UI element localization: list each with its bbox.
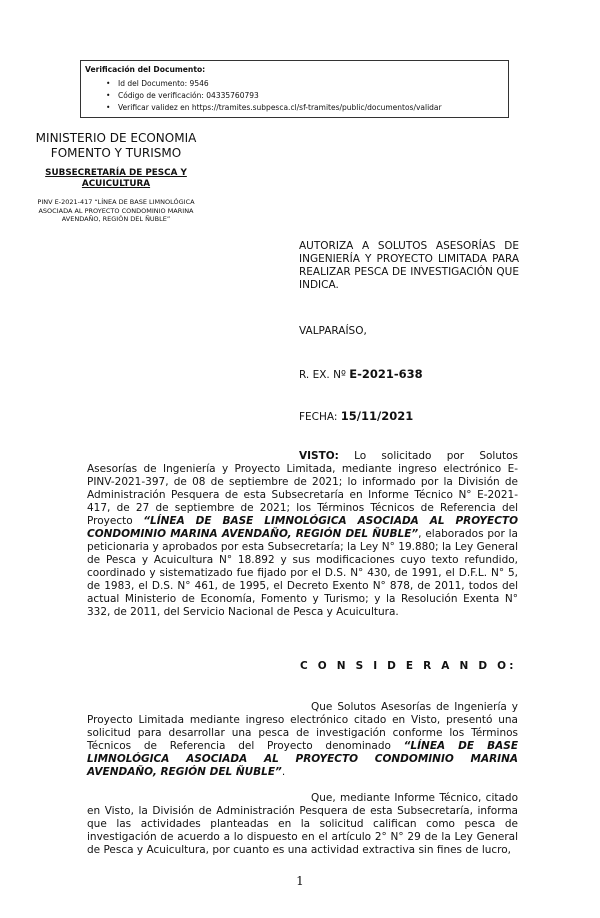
resolution-number-label: R. EX. Nº bbox=[299, 369, 346, 381]
verification-list bbox=[81, 78, 508, 114]
resolution-number bbox=[299, 367, 423, 381]
resolution-date-value: 15/11/2021 bbox=[340, 409, 414, 423]
resolution-title: AUTORIZA A SOLUTOS ASESORÍAS DE INGENIERÍA Y PROYECTO LIMITADA PARA REALIZAR PESCA DE INVESTIGACIÓN QUE INDICA. bbox=[299, 240, 519, 291]
resolution-date-label: FECHA: bbox=[299, 411, 338, 423]
visto-label: VISTO: bbox=[299, 450, 339, 462]
bullet-icon: • bbox=[106, 103, 111, 112]
considerando-paragraph-2: Que, mediante Informe Técnico, citado en Visto, la División de Administración Pesquera de esta Subsecretaría, informa que las actividades planteadas en la solicitud califican como pesca de investigación de acuerdo a lo dispuesto en el artículo 2° N° 29 de la Ley General de Pesca y Acuicultura, por cuanto es una actividad extractiva sin fines de lucro, bbox=[87, 792, 518, 856]
verification-box bbox=[80, 60, 509, 118]
considerando-paragraph-1: Que Solutos Asesorías de Ingeniería y Proyecto Limitada mediante ingreso electrónico citado en Visto, presentó una solicitud para desarrollar una pesca de investigación conforme los Términos Técnicos de Referencia del Proyecto denominado “LÍNEA DE BASE LIMNOLÓGICA ASOCIADA AL PROYECTO CONDOMINIO MARINA AVENDAÑO, REGIÓN DEL ÑUBLE”. bbox=[87, 701, 518, 778]
project-name: “LÍNEA DE BASE LIMNOLÓGICA ASOCIADA AL PROYECTO CONDOMINIO MARINA AVENDAÑO, REGIÓN DEL ÑUBLE” bbox=[87, 515, 518, 540]
bullet-icon: • bbox=[106, 79, 111, 88]
verification-item-id: • Id del Documento: 9546 bbox=[106, 79, 209, 88]
subsecretaria-name: SUBSECRETARÍA DE PESCA Y ACUICULTURA bbox=[45, 168, 187, 189]
considerando-title: C O N S I D E R A N D O: bbox=[300, 660, 517, 672]
place: VALPARAÍSO, bbox=[299, 325, 367, 337]
verification-item-url: • Verificar validez en https://tramites.subpesca.cl/sf-tramites/public/documentos/validar bbox=[106, 103, 442, 112]
resolution-number-value: E-2021-638 bbox=[349, 367, 423, 381]
visto-paragraph: VISTO: Lo solicitado por Solutos Asesorías de Ingeniería y Proyecto Limitada, mediante ingreso electrónico E-PINV-2021-397, de 08 de septiembre de 2021; lo informado por la División de Administración Pesquera de esta Subsecretaría en Informe Técnico N° E-2021-417, de 27 de septiembre de 2021; los Términos Técnicos de Referencia del Proyecto “LÍNEA DE BASE LIMNOLÓGICA ASOCIADA AL PROYECTO CONDOMINIO MARINA AVENDAÑO, REGIÓN DEL ÑUBLE”, elaborados por la peticionaria y aprobados por esta Subsecretaría; la Ley N° 19.880; la Ley General de Pesca y Acuicultura N° 18.892 y sus modificaciones cuyo texto refundido, coordinado y sistematizado fue fijado por el D.S. N° 430, de 1991, el D.F.L. N° 5, de 1983, el D.S. N° 461, de 1995, el Decreto Exento N° 878, de 2011, todos del actual Ministerio de Economía, Fomento y Turismo; y la Resolución Exenta N° 332, de 2011, del Servicio Nacional de Pesca y Acuicultura. bbox=[87, 450, 518, 618]
pinv-reference: PINV E-2021-417 “LÍNEA DE BASE LIMNOLÓGICA ASOCIADA AL PROYECTO CONDOMINIO MARINA AVENDAÑO, REGIÓN DEL ÑUBLE” bbox=[37, 198, 195, 223]
resolution-date bbox=[299, 409, 413, 423]
project-name: “LÍNEA DE BASE LIMNOLÓGICA ASOCIADA AL PROYECTO CONDOMINIO MARINA AVENDAÑO, REGIÓN DEL ÑUBLE” bbox=[87, 740, 518, 778]
bullet-icon: • bbox=[106, 91, 111, 100]
ministry-name: MINISTERIO DE ECONOMIA FOMENTO Y TURISMO bbox=[35, 131, 197, 160]
verification-title: Verificación del Documento: bbox=[85, 65, 206, 74]
page-number: 1 bbox=[296, 874, 304, 888]
verification-item-code: • Código de verificación: 04335760793 bbox=[106, 91, 259, 100]
